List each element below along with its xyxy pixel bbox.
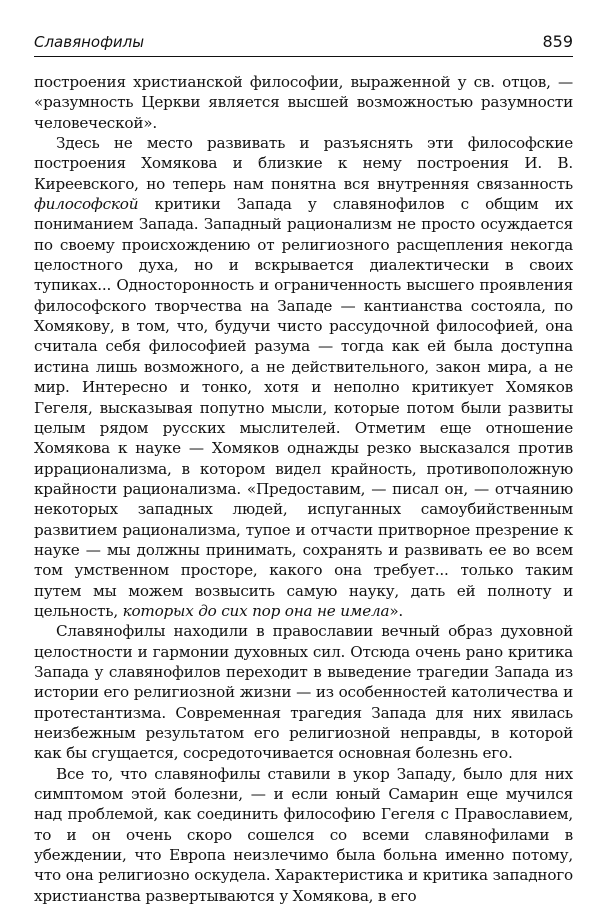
running-header [34, 32, 573, 57]
book-page [34, 32, 573, 906]
text-run: построения христианской философии, выраженной у св. отцов, — «разумность Церкви является высшей возможностью разумности человеческой». [34, 73, 573, 132]
paragraph [34, 133, 573, 621]
paragraph [34, 764, 573, 906]
paragraph [34, 72, 573, 133]
page-number: 859 [542, 32, 573, 51]
text-run: критики Запада у славянофилов с общим их пониманием Запада. Западный рационализм не просто осуждается по своему происхождению от религиозного расщепления некогда целостного духа, но и вскрывается диалектически в своих тупиках... Односторонность и ограниченность высшего проявления философского творчества на Западе — кантианства состояла, по Хомякову, в том, что, будучи чисто рассудочной философией, она считала себя философией разума — тогда как ей была доступна истина лишь возможного, а не действительного, закон мира, а не мир. Интересно и тонко, хотя и неполно критикует Хомяков Гегеля, высказывая попутно мысли, которые потом были развиты целым рядом русских мыслителей. Отметим еще отношение Хомякова к науке — Хомяков однажды резко высказался против иррационализма, в котором видел крайность, противоположную крайности рационализма. «Предоставим, — писал он, — отчаянию некоторых западных людей, испуганных самоубийственным развитием рационализма, тупое и отчасти притворное презрение к науке — мы должны принимать, сохранять и развивать ее во всем том умственном просторе, какого она требует... только таким путем мы можем возвысить самую науку, дать ей полноту и цельность, [34, 195, 573, 620]
text-run: Здесь не место развивать и разъяснять эти философские построения Хомякова и близкие к нему построения И. В. Киреевского, но теперь нам понятна вся внутренняя связанность [34, 134, 573, 193]
text-run: Славянофилы находили в православии вечный образ духовной целостности и гармонии духовных сил. Отсюда очень рано критика Запада у славянофилов переходит в выведение трагедии Запада из истории его религиозной жизни — из особенностей католичества и протестантизма. Современная трагедия Запада для них явилась неизбежным результатом его религиозной неправды, в которой как бы сгущается, сосредоточивается основная болезнь его. [34, 622, 573, 763]
body-text [34, 72, 573, 906]
italic-text: которых до сих пор она не имела [122, 601, 390, 620]
section-title: Славянофилы [34, 33, 145, 51]
text-run: ». [389, 601, 404, 620]
italic-text: философской [34, 195, 139, 214]
paragraph [34, 621, 573, 763]
text-run: Все то, что славянофилы ставили в укор Западу, было для них симптомом этой болезни, — и если юный Самарин еще мучился над проблемой, как соединить философию Гегеля с Православием, то и он очень скоро сошелся со всеми славянофилами в убеждении, что Европа неизлечимо была больна именно потому, что она религиозно оскудела. Характеристика и критика западного христианства развертываются у Хомякова, в его [34, 764, 573, 905]
